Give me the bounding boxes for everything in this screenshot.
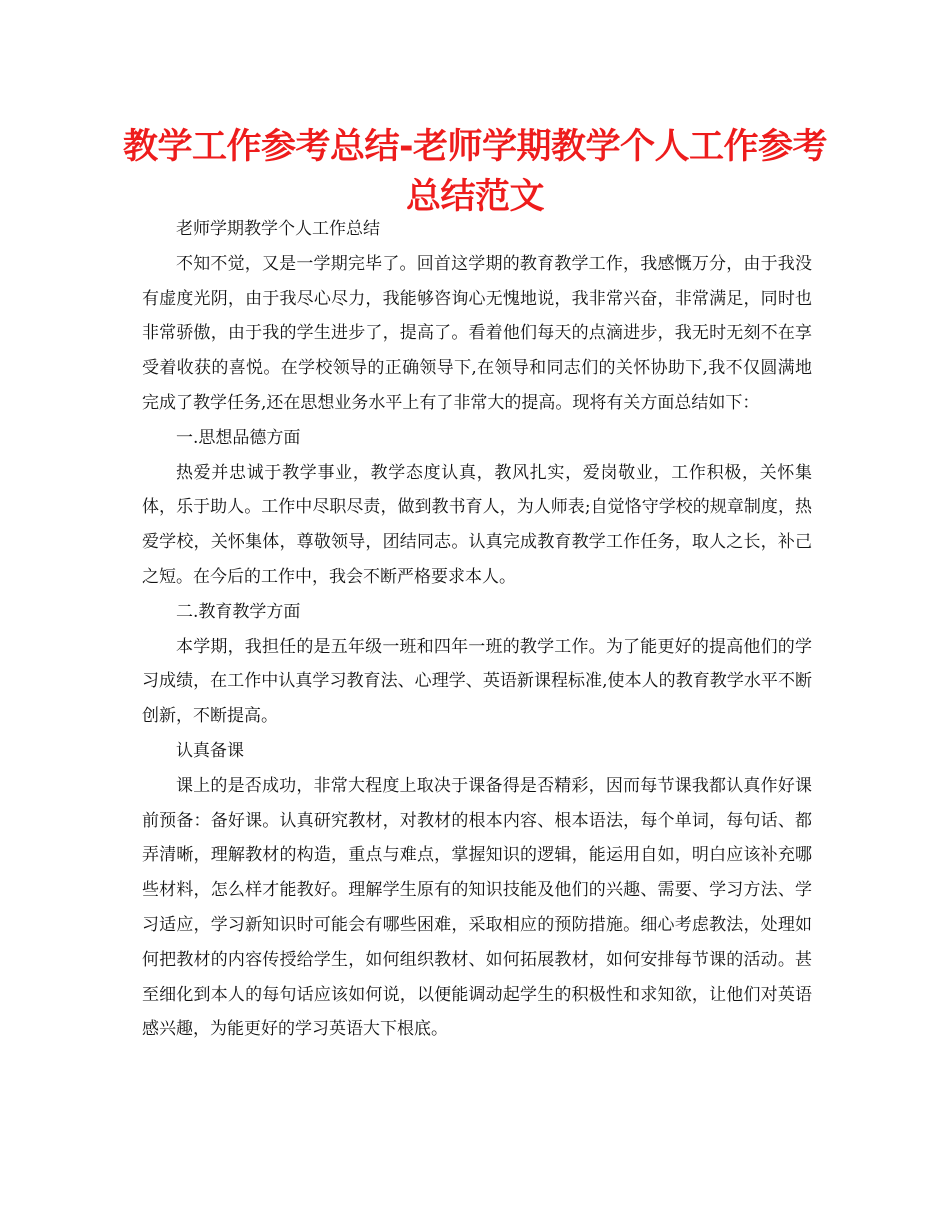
moral-paragraph: 热爱并忠诚于教学事业，教学态度认真，教风扎实，爱岗敬业，工作积极，关怀集体，乐于助人。工作中尽职尽责，做到教书育人，为人师表;自觉恪守学校的规章制度，热爱学校，关怀集体，尊敬领导，团结同志。认真完成教育教学工作任务，取人之长，补己之短。在今后的工作中，我会不断严格要求本人。 [142, 462, 812, 587]
intro-paragraph: 不知不觉，又是一学期完毕了。回首这学期的教育教学工作，我感慨万分，由于我没有虚度光阴，由于我尽心尽力，我能够咨询心无愧地说，我非常兴奋，非常满足，同时也非常骄傲，由于我的学生进步了，提高了。看着他们每天的点滴进步，我无时无刻不在享受着收获的喜悦。在学校领导的正确领导下,在领导和同志们的关怀协助下,我不仅圆满地完成了教学任务,还在思想业务水平上有了非常大的提高。现将有关方面总结如下： [142, 253, 812, 413]
document-title: 教学工作参考总结-老师学期教学个人工作参考总结范文 [122, 127, 828, 217]
subheading-preparation: 认真备课 [176, 740, 244, 761]
section-heading-teaching: 二.教育教学方面 [176, 601, 301, 622]
preparation-paragraph: 课上的是否成功，非常大程度上取决于课备得是否精彩，因而每节课我都认真作好课前预备：备好课。认真研究教材，对教材的根本内容、根本语法，每个单词，每句话、都弄清晰，理解教材的构造，重点与难点，掌握知识的逻辑，能运用自如，明白应该补充哪些材料，怎么样才能教好。理解学生原有的知识技能及他们的兴趣、需要、学习方法、学习适应，学习新知识时可能会有哪些困难，采取相应的预防措施。细心考虑教法，处理如何把教材的内容传授给学生，如何组织教材、如何拓展教材，如何安排每节课的活动。甚至细化到本人的每句话应该如何说，以便能调动起学生的积极性和求知欲，让他们对英语感兴趣，为能更好的学习英语大下根底。 [142, 775, 812, 1040]
section-heading-moral: 一.思想品德方面 [176, 427, 301, 448]
teaching-paragraph: 本学期，我担任的是五年级一班和四年一班的教学工作。为了能更好的提高他们的学习成绩，在工作中认真学习教育法、心理学、英语新课程标准,使本人的教育教学水平不断创新，不断提高。 [142, 636, 812, 727]
subtitle-paragraph: 老师学期教学个人工作总结 [176, 219, 380, 239]
document-body [142, 212, 812, 1047]
